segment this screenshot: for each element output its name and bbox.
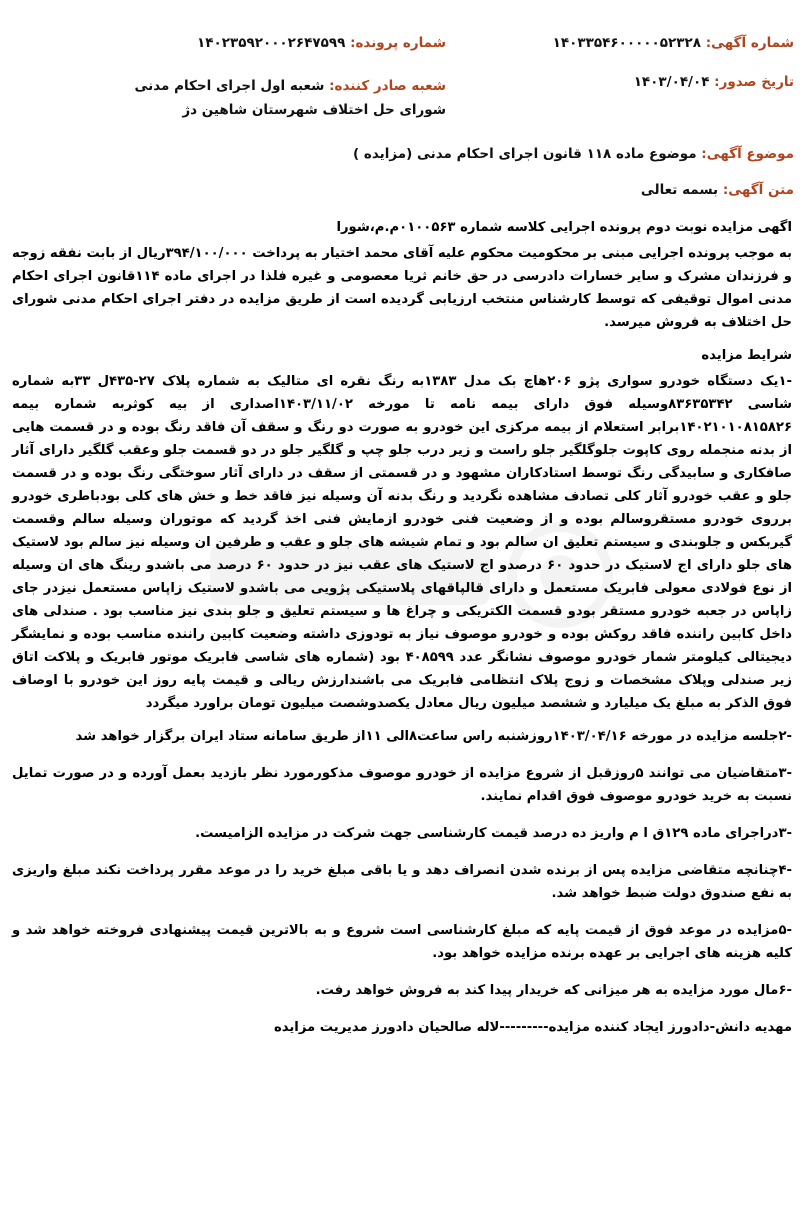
text-label: متن آگهی: [722,182,794,198]
issuer: شعبه اول اجرای احکام مدنی شورای حل اختلاف شهرستان شاهین دژ [134,78,446,118]
notice-number-row [553,35,794,51]
subject: موضوع ماده ۱۱۸ قانون اجرای احکام مدنی (مزایده ) [353,146,697,162]
text-start: بسمه تعالی [640,182,719,198]
signature-line: مهدیه دانش-دادورز ایجاد کننده مزایده---------لاله صالحیان دادورز مدیریت مزایده [273,1020,792,1035]
conditions-title: شرایط مزایده [701,348,792,363]
issue-date-row [634,74,794,90]
file-number-row [197,35,446,51]
condition-1: -۱یک دستگاه خودرو سواری پژو ۲۰۶هاچ بک مدل ۱۳۸۳به رنگ نقره ای متالیک به شماره پلاک ۲۷-۴۳۵ل ۳۳به شماره شاسی ۸۳۶۳۵۳۴۲وسیله فوق دارای بیمه نامه تا مورخه ۱۴۰۳/۱۱/۰۲اصداری از بیه کوثربه شماره بیمه ۱۴۰۲۱۰۱۰۸۱۵۸۲۶برابر استعلام از بیمه مرکزی این خودرو به صورت دو رنگ و سقف آن فاقد رنگ بوده و در قسمت هایی از بدنه منجمله روی کاپوت جلوگلگیر جلو راست و زیر درب جلو چپ و گلگیر جلو در دو قسمت جلو وعقب گلگیر دارای آثار صافکاری و سابیدگی رنگ توسط استادکاران مشهود و در قسمتی از سقف در دارای آثار سوختگی رنگ بوده و در قسمت جلو و عقب خودرو آثار کلی تصادف مشاهده نگردید و رنگ بدنه آن وسیله نیز فاقد خط و خش های کلی بودباطری خودرو برروی خودرو مستقروسالم بوده و از وضعیت فنی خودرو ازمایش فنی اخذ گردید که موتوران وسیله سالم وقسمت گیربکس و جلوبندی و سیستم تعلیق ان سالم بود و تمام شیشه های جلو و عقب و طرفین ان وسیله نیز سالم بود لاستیک های جلو دارای اج لاستیک در حدود ۶۰ درصدو اج لاستیک های عقب نیز در حدود ۶۰ درصد می باشدو رینگ های ان وسیله از نوع فولادی معولی فابریک مستعمل و دارای قالپاقهای پلاستیکی پژویی می باشدو لاستیک زاپاس مستعمل نیزدر جای زاپاس در جعبه خودرو مستقر بودو قسمت الکتریکی و چراغ ها و سیستم تعلیق و جلو بندی نیز مناسب بود . صندلی های داخل کابین راننده فاقد روکش بوده و خودرو موصوف نیاز به تودوزی داشته وضعیت کابین راننده مناسب بوده و نمایشگر دیجیتالی کیلومتر شمار خودرو موصوف نشانگر عدد ۴۰۸۵۹۹ بود (شماره های شاسی فابریک موتور فابریک و پلاکت اتاق زیر صندلی وپلاک مشخصات و زوج پلاک انتظامی فابریک می باشندارزش ریالی و قیمت پایه روز این خودرو با اوصاف فوق الذکر به مبلغ یک میلیارد و ششصد میلیون ریال معادل یکصدوشصت میلیون تومان براورد میگردد [12,374,792,711]
file-number: ۱۴۰۲۳۵۹۲۰۰۰۲۶۴۷۵۹۹ [197,35,346,51]
issue-date: ۱۴۰۳/۰۴/۰۴ [633,74,710,90]
subject-label: موضوع آگهی: [701,146,794,162]
notice-body [12,216,792,1049]
condition-5: -۴چنانچه متقاضی مزایده پس از برنده شدن انصراف دهد و یا باقی مبلغ خرید را در موعد مقرر پرداخت نکند مبلغ واریزی به نفع صندوق دولت ضبط خواهد شد. [12,863,792,901]
condition-7: -۶مال مورد مزایده به هر میزانی که خریدار پیدا کند به فروش خواهد رفت. [315,983,792,998]
text-row [641,182,794,198]
notice-number-label: شماره آگهی: [705,35,794,51]
execution-paragraph: به موجب پرونده اجرایی مبنی بر محکومیت محکوم علیه آقای محمد اختیار به پرداخت ۳۹۴/۱۰۰/۰۰۰ریال از بابت نفقه زوجه و فرزندان مشرک و سایر خسارات دادرسی در حق خانم ثریا معصومی و غیره فلذا در اجرای ماده ۱۱۴قانون اجرای احکام مدنی اموال توقیفی که توسط کارشناس منتخب ارزیابی گردیده است از طریق مزایده در دفتر اجرای احکام مدنی شورای حل اختلاف به فروش میرسد. [12,246,792,330]
condition-4: -۳دراجرای ماده ۱۲۹ق ا م واریز ده درصد قیمت کارشناسی جهت شرکت در مزایده الزامیست. [195,826,792,841]
issuer-label: شعبه صادر کننده: [329,78,446,94]
subject-row [353,146,794,162]
file-number-label: شماره پرونده: [350,35,446,51]
issuer-row [101,74,446,122]
condition-3: -۳متقاضیان می توانند ۵روزقبل از شروع مزایده از خودرو موصوف مذکورمورد نظر بازدید بعمل آورده و در صورت تمایل نسبت به خرید خودرو موصوف فوق اقدام نمایند. [12,766,792,804]
issue-date-label: تاریخ صدور: [714,74,794,90]
condition-2: -۲جلسه مزایده در مورخه ۱۴۰۳/۰۴/۱۶روزشنبه راس ساعت۸الی ۱۱از طریق سامانه ستاد ایران برگزار خواهد شد [75,729,792,744]
auction-intro: اگهی مزایده نوبت دوم پرونده اجرایی کلاسه شماره ۰۱۰۰۵۶۳م.م،شورا [336,220,792,235]
notice-number: ۱۴۰۳۳۵۴۶۰۰۰۰۰۵۲۳۲۸ [552,35,701,51]
condition-6: -۵مزایده در موعد فوق از قیمت پایه که مبلغ کارشناسی است شروع و به بالاترین قیمت پیشنهادی فروخته خواهد شد و کلیه هزینه های اجرایی بر عهده برنده مزایده خواهد بود. [12,923,792,961]
